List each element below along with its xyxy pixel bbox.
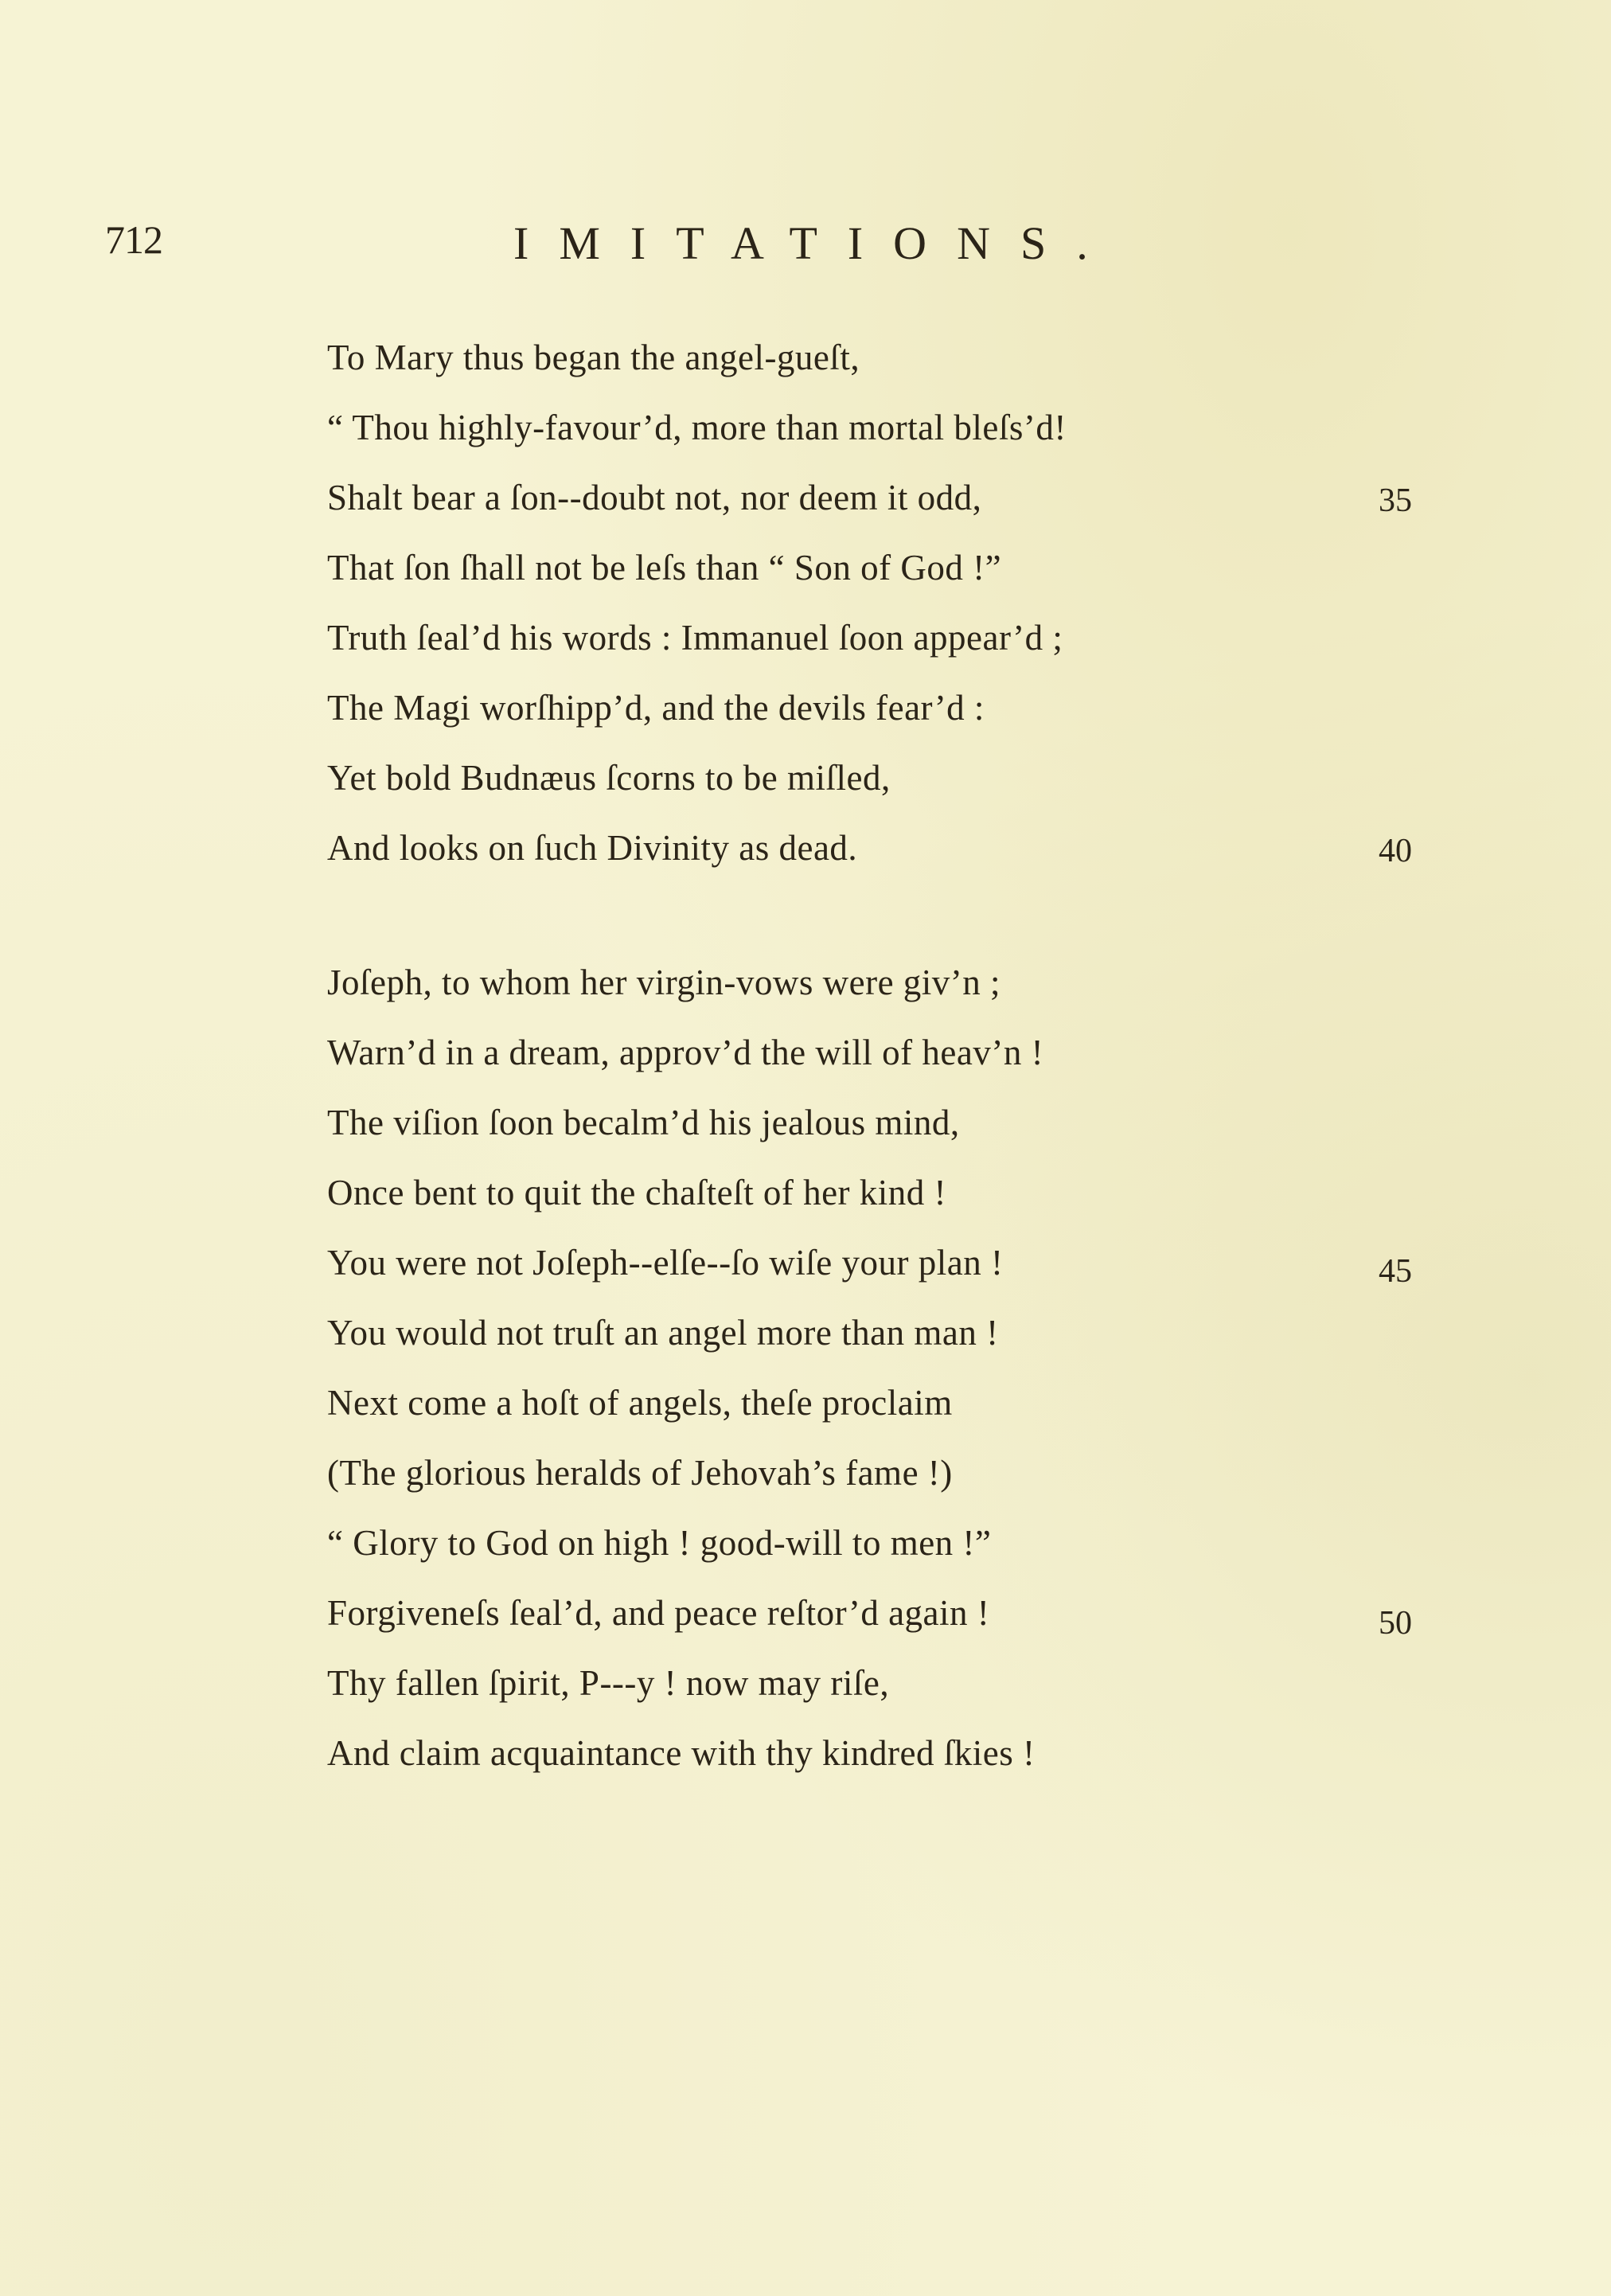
verse-line: Once bent to quit the chaſteſt of her kind ! bbox=[327, 1173, 947, 1212]
verse-line: You were not Joſeph--elſe--ſo wiſe your plan ! bbox=[327, 1243, 1004, 1283]
verse-line: The viſion ſoon becalm’d his jealous mind, bbox=[327, 1103, 960, 1142]
verse-line: “ Glory to God on high ! good-will to men !” bbox=[327, 1523, 992, 1563]
line-number: 35 bbox=[1379, 482, 1412, 519]
verse-line: Thy fallen ſpirit, P---y ! now may riſe, bbox=[327, 1663, 890, 1703]
stanza-2 bbox=[327, 947, 1043, 1788]
stanza-1 bbox=[327, 322, 1067, 883]
verse-line: Forgiveneſs ſeal’d, and peace reſtor’d again ! bbox=[327, 1593, 990, 1633]
line-number: 45 bbox=[1379, 1253, 1412, 1290]
running-title: IMITATIONS. bbox=[513, 217, 1118, 269]
verse-line: Yet bold Budnæus ſcorns to be miſled, bbox=[327, 758, 891, 798]
line-number: 50 bbox=[1379, 1605, 1412, 1642]
verse-line: You would not truſt an angel more than man ! bbox=[327, 1313, 999, 1353]
verse-line: (The glorious heralds of Jehovah’s fame !) bbox=[327, 1453, 953, 1493]
line-number: 40 bbox=[1379, 833, 1412, 869]
verse-line: Truth ſeal’d his words : Immanuel ſoon appear’d ; bbox=[327, 618, 1063, 658]
verse-line: Next come a hoſt of angels, theſe proclaim bbox=[327, 1383, 953, 1423]
verse-line: The Magi worſhipp’d, and the devils fear’d : bbox=[327, 688, 985, 728]
verse-line: “ Thou highly-favour’d, more than mortal bleſs’d! bbox=[327, 408, 1067, 447]
verse-line: And claim acquaintance with thy kindred ſkies ! bbox=[327, 1733, 1036, 1773]
verse-line: And looks on ſuch Divinity as dead. bbox=[327, 828, 858, 868]
verse-line: Warn’d in a dream, approv’d the will of heav’n ! bbox=[327, 1033, 1044, 1072]
verse-line: Shalt bear a ſon--doubt not, nor deem it odd, bbox=[327, 478, 982, 517]
verse-line: Joſeph, to whom her virgin-vows were giv’n ; bbox=[327, 963, 1001, 1002]
verse-line: To Mary thus began the angel-gueſt, bbox=[327, 338, 860, 377]
verse-line: That ſon ſhall not be leſs than “ Son of God !” bbox=[327, 548, 1002, 588]
page-number: 712 bbox=[105, 217, 162, 262]
